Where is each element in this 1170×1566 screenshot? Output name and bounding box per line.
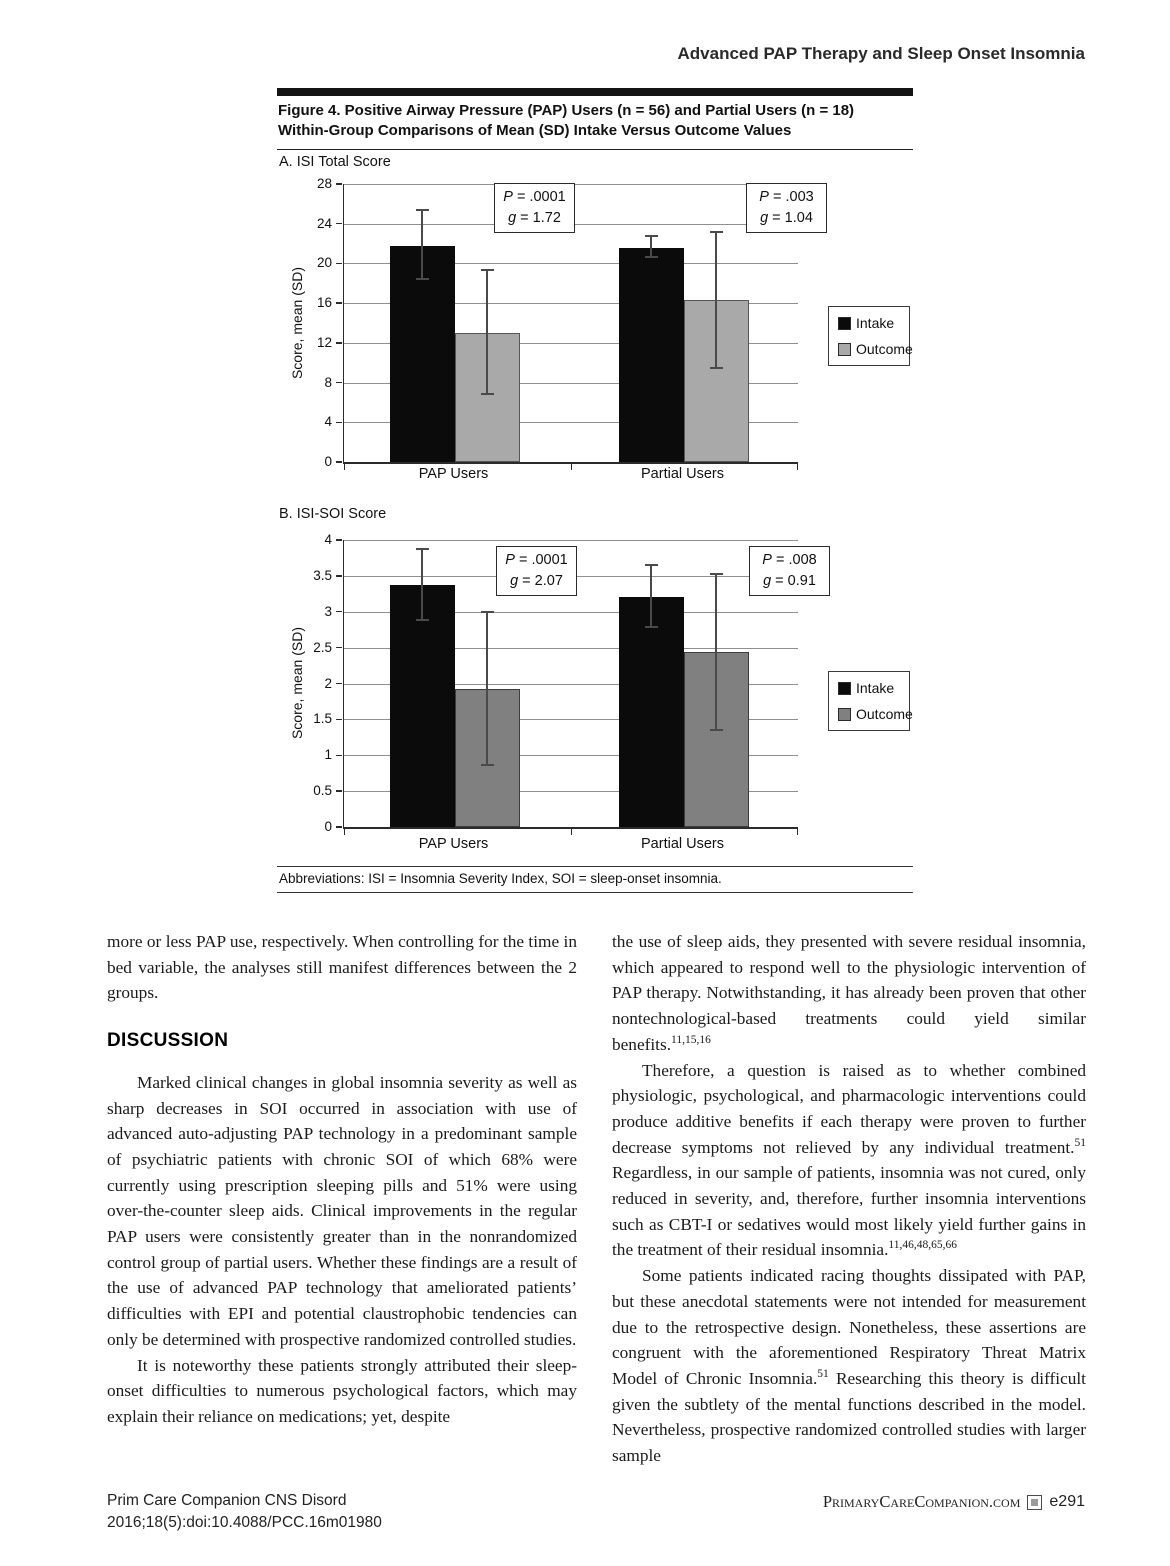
error-bar (715, 574, 717, 730)
stat-annotation: P = .0001 g = 1.72 (494, 183, 575, 233)
stat-annotation: P = .003 g = 1.04 (746, 183, 827, 233)
x-category-label: PAP Users (418, 466, 489, 482)
error-bar (421, 549, 423, 619)
error-bar (650, 565, 652, 627)
y-axis-title: Score, mean (SD) (289, 626, 305, 740)
y-tick-mark (336, 183, 342, 184)
discussion-heading: DISCUSSION (107, 1030, 229, 1052)
error-bar-cap (416, 278, 429, 280)
error-bar-cap (645, 256, 658, 258)
y-tick-label: 1.5 (313, 711, 332, 727)
running-head: Advanced PAP Therapy and Sleep Onset Insomnia (677, 44, 1085, 63)
y-tick-label: 12 (316, 334, 332, 350)
y-tick-label: 16 (316, 295, 332, 311)
y-tick-mark (336, 826, 342, 827)
x-tick-mark (344, 829, 345, 835)
legend-label: Intake (856, 315, 895, 331)
footer-site-name: PrimaryCareCompanion.com (822, 1492, 1021, 1511)
error-bar-cap (710, 573, 723, 575)
error-bar (421, 210, 423, 280)
legend-item-intake (838, 315, 909, 331)
y-tick-label: 0 (324, 819, 332, 834)
x-category-label: Partial Users (641, 466, 724, 482)
error-bar-cap (481, 393, 494, 395)
error-bar-cap (710, 729, 723, 731)
y-tick-mark (336, 223, 342, 224)
y-tick-mark (336, 461, 342, 462)
intake-swatch-icon (838, 682, 851, 695)
journal-logo-icon (1027, 1495, 1042, 1510)
y-tick-label: 24 (316, 215, 332, 231)
x-tick-mark (571, 464, 572, 470)
footer-site-block (823, 1492, 1085, 1512)
panel-label-b: B. ISI-SOI Score (279, 506, 387, 522)
y-tick-label: 3 (324, 603, 332, 619)
x-tick-mark (344, 464, 345, 470)
body-column-left (107, 929, 577, 1430)
y-tick-mark (336, 422, 342, 423)
y-tick-mark (336, 539, 342, 540)
figure-top-bar (277, 88, 913, 96)
y-tick-label: 4 (324, 532, 332, 547)
bar-intake-partial-users (619, 597, 684, 827)
y-tick-mark (336, 683, 342, 684)
legend-item-intake (838, 680, 909, 696)
footer-citation: 2016;18(5):doi:10.4088/PCC.16m01980 (107, 1514, 382, 1531)
error-bar-cap (645, 235, 658, 237)
figure-title: Figure 4. Positive Airway Pressure (PAP) Users (n = 56) and Partial Users (n = 18) Within-Group Comparisons of Mean (SD) Intake Versus Outcome Values (278, 102, 855, 140)
intake-swatch-icon (838, 317, 851, 330)
y-tick-label: 3.5 (313, 567, 332, 583)
legend (828, 306, 913, 366)
y-tick-mark (336, 755, 342, 756)
outcome-swatch-icon (838, 343, 851, 356)
error-bar-cap (416, 619, 429, 621)
body-paragraph: It is noteworthy these patients strongly attributed their sleep-onset difficulties to numerous psychological factors, which may explain their reliance on medications; yet, despite (107, 1355, 577, 1426)
error-bar-cap (481, 269, 494, 271)
legend (828, 671, 913, 731)
y-tick-mark (336, 342, 342, 343)
x-category-label: Partial Users (641, 836, 724, 852)
figure-title-rule (277, 149, 913, 150)
figure-4 (277, 88, 913, 894)
error-bar (715, 232, 717, 368)
error-bar-cap (416, 209, 429, 211)
y-axis-title: Score, mean (SD) (289, 266, 305, 380)
legend-label: Intake (856, 680, 895, 696)
y-tick-label: 2.5 (313, 639, 332, 655)
y-tick-mark (336, 647, 342, 648)
gridline (344, 540, 798, 541)
x-category-label: PAP Users (418, 836, 489, 852)
y-tick-mark (336, 719, 342, 720)
y-tick-label: 0 (324, 454, 332, 469)
error-bar-cap (710, 367, 723, 369)
footer-journal-block (107, 1490, 382, 1534)
y-tick-mark (336, 302, 342, 303)
footer-journal-name: Prim Care Companion CNS Disord (107, 1492, 347, 1509)
stat-annotation: P = .008 g = 0.91 (749, 546, 830, 596)
body-paragraph: Some patients indicated racing thoughts dissipated with PAP, but these anecdotal statements were not intended for measurement due to the retrospective design. Nonetheless, these assertions are congruent with the aforementioned Respiratory Threat Matrix Model of Chronic Insomnia.$^{51}$ Researching this theory is difficult given the subtlety of the mental functions described in the model. Nevertheless, prospective randomized controlled studies with larger sample (612, 1266, 1086, 1466)
panel-label-a: A. ISI Total Score (279, 154, 391, 170)
y-tick-mark (336, 611, 342, 612)
y-tick-label: 20 (316, 255, 332, 271)
y-tick-label: 1 (324, 747, 332, 763)
body-paragraph: more or less PAP use, respectively. When controlling for the time in bed variable, the analyses still manifest differences between the 2 groups. (107, 932, 577, 1003)
y-tick-label: 8 (324, 374, 332, 390)
error-bar-cap (645, 626, 658, 628)
x-tick-mark (797, 464, 798, 470)
y-tick-mark (336, 575, 342, 576)
error-bar (650, 236, 652, 258)
y-tick-label: 28 (316, 176, 332, 191)
error-bar-cap (416, 548, 429, 550)
y-tick-label: 4 (324, 414, 332, 430)
bar-intake-partial-users (619, 248, 684, 462)
y-tick-mark (336, 382, 342, 383)
error-bar (486, 270, 488, 393)
body-paragraph: Marked clinical changes in global insomnia severity as well as sharp decreases in SOI occurred in association with use of advanced auto-adjusting PAP technology in a predominant sample of psychiatric patients with chronic SOI of which 68% were currently using prescription sleeping pills and 51% were using over-the-counter sleep aids. Clinical improvements in the regular PAP users were consistently greater than in the nonrandomized control group of partial users. Whether these findings are a result of the use of advanced PAP technology that ameliorated patients’ difficulties with EPI and potential claustrophobic tendencies can only be determined with prospective randomized controlled studies. (107, 1072, 577, 1349)
plot-area-a (316, 176, 814, 469)
legend-label: Outcome (856, 706, 913, 722)
error-bar-cap (645, 564, 658, 566)
error-bar (486, 612, 488, 764)
x-tick-mark (571, 829, 572, 835)
y-tick-label: 2 (324, 675, 332, 691)
error-bar-cap (481, 764, 494, 766)
body-paragraph: the use of sleep aids, they presented with severe residual insomnia, which appeared to respond well to the physiologic intervention of PAP therapy. Notwithstanding, it has already been proven that other nontechnological-based treatments could yield similar benefits.$^{11,15,16}$ (612, 932, 1086, 1054)
y-tick-label: 0.5 (313, 783, 332, 799)
stat-annotation: P = .0001 g = 2.07 (496, 546, 577, 596)
legend-label: Outcome (856, 341, 913, 357)
bar-intake-pap-users (390, 585, 455, 828)
outcome-swatch-icon (838, 708, 851, 721)
figure-abbreviations: Abbreviations: ISI = Insomnia Severity Index, SOI = sleep-onset insomnia. (277, 866, 913, 893)
plot-area-b (313, 532, 817, 834)
body-column-right (612, 929, 1086, 1469)
legend-item-outcome (838, 706, 913, 722)
x-tick-mark (797, 829, 798, 835)
error-bar-cap (710, 231, 723, 233)
legend-item-outcome (838, 341, 913, 357)
error-bar-cap (481, 611, 494, 613)
footer-page-number: e291 (1049, 1493, 1085, 1510)
body-paragraph: Therefore, a question is raised as to whether combined physiologic, psychological, and pharmacologic interventions could produce additive benefits if each therapy were proven to further decrease symptoms not relieved by any individual treatment.$^{51}$ Regardless, in our sample of patients, insomnia was not cured, only reduced in severity, and, therefore, further insomnia interventions such as CBT-I or sedatives would most likely yield further gains in the treatment of their residual insomnia.$^{11,46,48,65,66}$ (612, 1060, 1086, 1260)
y-tick-mark (336, 790, 342, 791)
y-tick-mark (336, 263, 342, 264)
